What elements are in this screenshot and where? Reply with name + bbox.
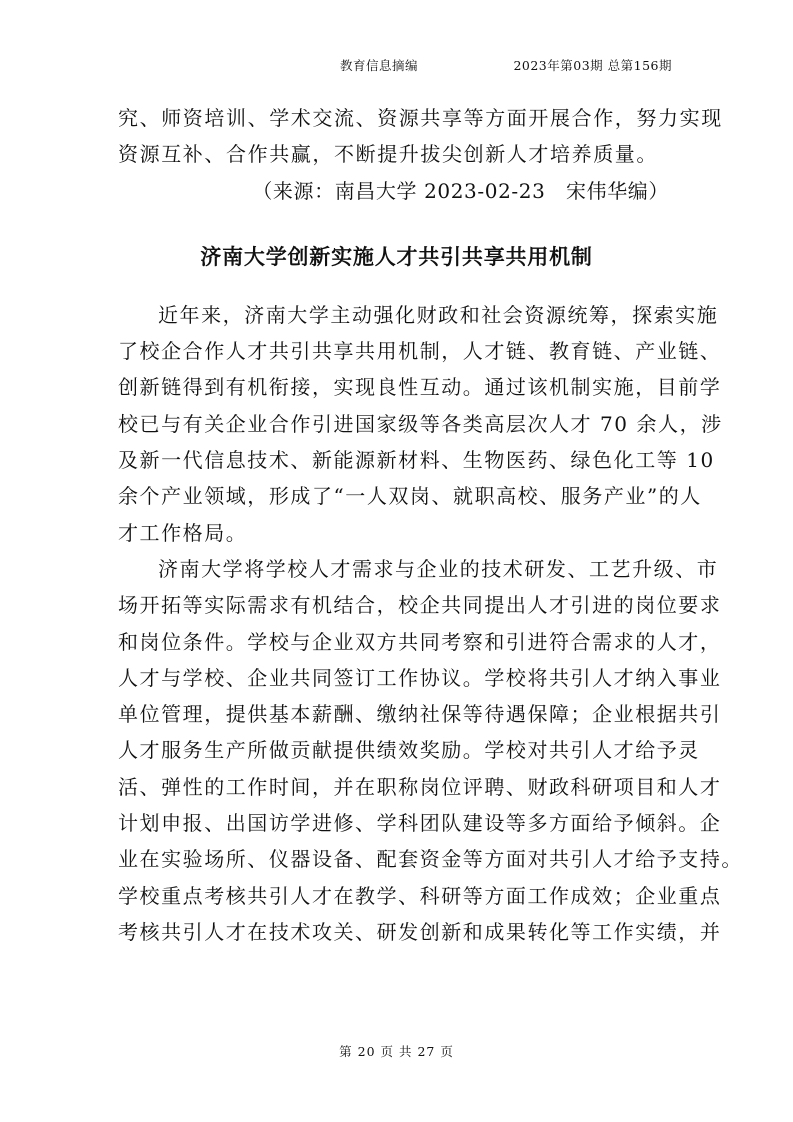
text-line: 济南大学将学校人才需求与企业的技术研发、工艺升级、市 xyxy=(158,556,719,581)
header-issue-number: 2023年第03期 总第156期 xyxy=(513,58,672,73)
page-number: 第 20 页 共 27 页 xyxy=(339,1044,454,1059)
text-line: 近年来，济南大学主动强化财政和社会资源统筹，探索实施 xyxy=(158,302,719,327)
text-line: 究、师资培训、学术交流、资源共享等方面开展合作，努力实现 xyxy=(118,106,723,130)
article-title: 济南大学创新实施人才共引共享共用机制 xyxy=(200,244,593,269)
text-line: 创新链得到有机衔接，实现良性互动。通过该机制实施，目前学 xyxy=(118,375,722,400)
paragraph-1 xyxy=(118,297,723,551)
text-line: 人才与学校、企业共同签订工作协议。学校将共引人才纳入事业 xyxy=(118,665,722,690)
page-content xyxy=(118,100,743,950)
text-line: 了校企合作人才共引共享共用机制，人才链、教育链、产业链、 xyxy=(118,339,722,364)
text-line: 校已与有关企业合作引进国家级等各类高层次人才 70 余人，涉 xyxy=(118,411,723,436)
paragraph-2 xyxy=(118,551,743,950)
source-citation: （来源：南昌大学 2023-02-23 宋伟华编） xyxy=(252,178,669,203)
header-journal-name: 教育信息摘编 xyxy=(340,58,419,73)
text-line: 资源互补、合作共赢，不断提升拔尖创新人才培养质量。 xyxy=(118,142,658,167)
text-line: 场开拓等实际需求有机结合，校企共同提出人才引进的岗位要求 xyxy=(118,593,722,618)
text-line: 单位管理，提供基本薪酬、缴纳社保等待遇保障；企业根据共引 xyxy=(118,702,722,727)
text-line: 学校重点考核共引人才在教学、科研等方面工作成效；企业重点 xyxy=(118,883,722,908)
text-line: 及新一代信息技术、新能源新材料、生物医药、绿色化工等 10 xyxy=(118,448,715,473)
text-line: 活、弹性的工作时间，并在职称岗位评聘、财政科研项目和人才 xyxy=(118,774,722,799)
text-line: 才工作格局。 xyxy=(118,520,248,545)
text-line: 余个产业领域，形成了“一人双岗、就职高校、服务产业”的人 xyxy=(118,484,702,509)
text-line: 考核共引人才在技术攻关、研发创新和成果转化等工作实绩，并 xyxy=(118,919,722,944)
text-line: 人才服务生产所做贡献提供绩效奖励。学校对共引人才给予灵 xyxy=(118,738,700,763)
text-line: 和岗位条件。学校与企业双方共同考察和引进符合需求的人才， xyxy=(118,629,722,654)
text-line: 业在实验场所、仪器设备、配套资金等方面对共引人才给予支持。 xyxy=(118,847,743,872)
text-line: 计划申报、出国访学进修、学科团队建设等多方面给予倾斜。企 xyxy=(118,811,722,836)
prev-article-tail xyxy=(118,100,723,209)
